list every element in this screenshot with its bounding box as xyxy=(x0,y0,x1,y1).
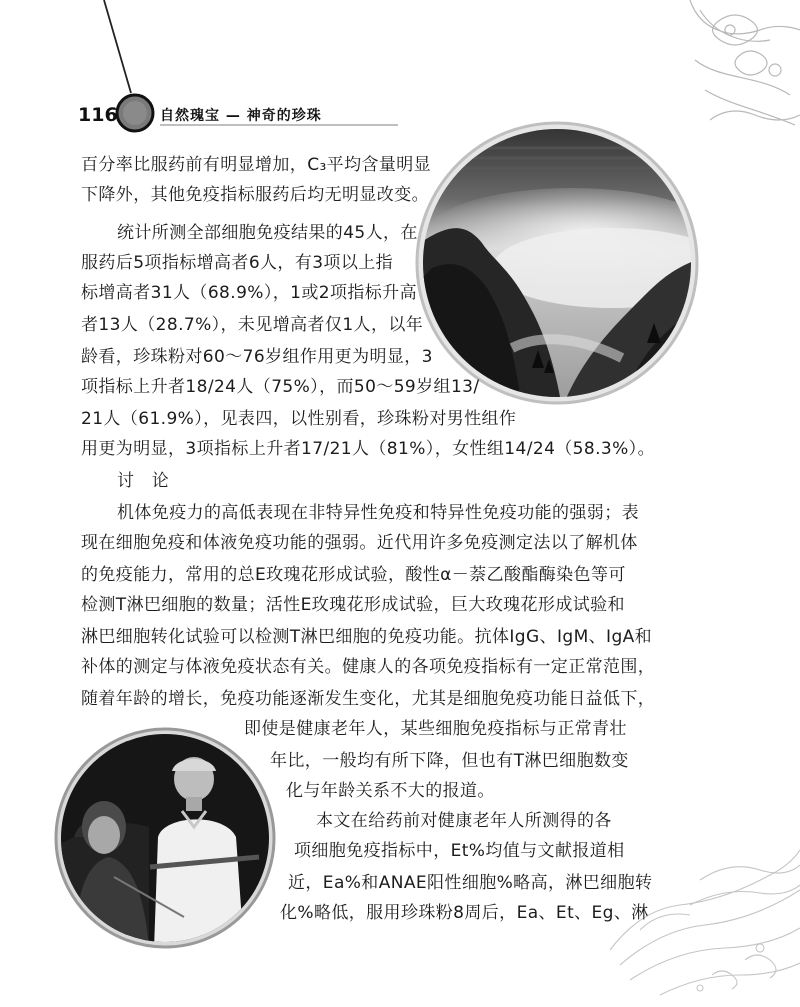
text-line-21: 化与年龄关系不大的报道。 xyxy=(286,781,495,801)
text-line-16: 淋巴细胞转化试验可以检测T淋巴细胞的免疫功能。抗体IgG、IgM、IgA和 xyxy=(81,627,653,647)
text-line-12: 机体免疫力的高低表现在非特异性免疫和特异性免疫功能的强弱；表 xyxy=(117,503,639,523)
couple-portrait-photo xyxy=(54,727,276,949)
text-line-24: 近，Ea%和ANAE阳性细胞%略高，淋巴细胞转 xyxy=(288,873,653,893)
text-line-5: 标增高者31人（68.9%），1或2项指标升高 xyxy=(81,283,417,303)
text-line-6: 者13人（28.7%），未见增高者仅1人，以年 xyxy=(81,315,424,335)
page-number: 116 xyxy=(78,104,118,126)
text-line-4: 服药后5项指标增高者6人，有3项以上指 xyxy=(81,253,394,273)
text-line-25: 化%略低，服用珍珠粉8周后，Ea、Et、Eg、淋 xyxy=(280,903,649,923)
text-line-18: 随着年龄的增长，免疫功能逐渐发生变化，尤其是细胞免疫功能日益低下， xyxy=(81,689,656,709)
text-line-1: 百分率比服药前有明显增加，C₃平均含量明显 xyxy=(81,155,432,175)
mountain-clouds-photo xyxy=(412,118,702,408)
text-line-23: 项细胞免疫指标中，Et%均值与文献报道相 xyxy=(294,841,625,861)
text-line-3: 统计所测全部细胞免疫结果的45人，在 xyxy=(117,223,418,243)
section-heading-discussion: 讨 论 xyxy=(117,471,170,491)
text-line-10: 用更为明显，3项指标上升者17/21人（81%），女性组14/24（58.3%）。 xyxy=(81,439,655,459)
text-line-9: 21人（61.9%），见表四，以性别看，珍珠粉对男性组作 xyxy=(81,409,517,429)
text-line-22: 本文在给药前对健康老年人所测得的各 xyxy=(316,811,612,831)
text-line-14: 的免疫能力，常用的总E玫瑰花形成试验，酸性α－萘乙酸酯酶染色等可 xyxy=(81,565,626,585)
text-line-19: 即使是健康老年人，某些细胞免疫指标与正常青壮 xyxy=(244,719,627,739)
text-line-15: 检测T淋巴细胞的数量；活性E玫瑰花形成试验，巨大玫瑰花形成试验和 xyxy=(81,595,625,615)
text-line-17: 补体的测定与体液免疫状态有关。健康人的各项免疫指标有一定正常范围， xyxy=(81,657,656,677)
text-line-13: 现在细胞免疫和体液免疫功能的强弱。近代用许多免疫测定法以了解机体 xyxy=(81,533,638,553)
text-line-8: 项指标上升者18/24人（75%），而50～59岁组13/ xyxy=(81,377,480,397)
text-line-20: 年比，一般均有所下降，但也有T淋巴细胞数变 xyxy=(270,751,629,771)
text-line-2: 下降外，其他免疫指标服药后均无明显改变。 xyxy=(81,185,429,205)
running-title: 自然瑰宝 — 神奇的珍珠 xyxy=(160,108,322,124)
text-line-7: 龄看，珍珠粉对60～76岁组作用更为明显，3 xyxy=(81,347,433,367)
